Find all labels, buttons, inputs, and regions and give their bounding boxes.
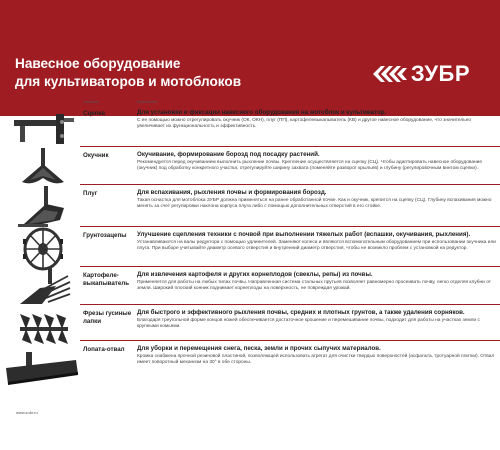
equipment-description: Применяется для работы на любых типах почвы. Направленная система стальных прутьев позволяет равномерно просеивать почву, легко отделяя клубни от земли. Широкий плоский конник поднимает корнеплоды на поверхность, не повреждая урожай.: [137, 280, 491, 292]
row-divider: [80, 104, 500, 105]
column-header-name: Название: [83, 100, 99, 104]
row-divider: [80, 184, 500, 185]
equipment-name: Грунтозацепы: [83, 232, 127, 239]
blade-illustration-icon: [4, 348, 80, 388]
equipment-name: Фрезы гусиные лапки: [83, 310, 132, 325]
equipment-purpose-title: Для установки и фиксации навесного оборудования на мотоблок и культиватор.: [137, 109, 387, 116]
row-divider: [80, 266, 500, 267]
equipment-purpose-title: Для быстрого и эффективного рыхления почвы, средних и плотных грунтов, а также удаления сорняков.: [137, 309, 465, 316]
equipment-purpose-title: Улучшение сцепления техники с почвой при выполнении тяжелых работ (вспашки, окучивания, рыхления).: [137, 231, 471, 238]
column-header-purpose: Применение: [137, 100, 158, 104]
equipment-name: Картофеле-выкапыватель: [83, 272, 130, 287]
equipment-name: Лопата-отвал: [83, 346, 125, 353]
equipment-name: Плуг: [83, 190, 98, 197]
equipment-description: Кромка снабжена прочной резиновой пластиной, позволяющей использовать агрегат для очистки твердых поверхностей (асфальта, тротуарной плитки). Отвал имеет поворотный механизм на 30° в обе стороны.: [137, 354, 495, 366]
equipment-description: С ее помощью можно отрегулировать окучник (ОК, ОКН), плуг (ПП), картофелевыкапыватель (КВ) и другое навесное оборудование, что значительно увеличивает их функциональность и эффективность.: [137, 118, 472, 130]
equipment-description: Благодаря треугольной форме концов ножей обеспечивается достаточное крошение и перемешивание почвы, подходит для работы на участках земли с крупными комьями.: [137, 318, 480, 330]
plow-illustration-icon: [14, 186, 72, 228]
row-divider: [80, 304, 500, 305]
bison-logo-icon: [373, 64, 407, 84]
equipment-purpose-title: Для извлечения картофеля и других корнеплодов (свеклы, репы) из почвы.: [137, 271, 373, 278]
page-title: [15, 55, 241, 91]
equipment-name: Окучник: [83, 152, 109, 159]
equipment-purpose-title: Для вспахивания, рыхления почвы и формирования борозд.: [137, 189, 327, 196]
equipment-description: Такая оснастка для мотоблока ЗУБР должна применяться на ранее обработанной почве. Как и окучник, крепится на сцепку (СЦ). Глубину вспахивания можно менять за счет регулировки наклона корпуса плуга либо с помощью дополнительных отверстий в его стойке.: [137, 198, 492, 210]
brand-logo-text: ЗУБР: [410, 61, 470, 86]
hiller-illustration-icon: [16, 148, 70, 188]
brand-logo: [373, 63, 470, 85]
equipment-purpose-title: Для уборки и перемещения снега, песка, земли и прочих сыпучих материалов.: [137, 345, 381, 352]
equipment-description: Рекомендуется перед окучиванием выполнить рыхление почвы. Крепление осуществляется на сцепку (СЦ). Чтобы адаптировать навесное оборудование (окучник) под обработку конкретного участка, отрегулируйте ширину захвата (поменяйте разворот крыльев) и глубину (регулировочным винтом сцепки).: [137, 160, 483, 172]
rotary-tiller-illustration-icon: [16, 308, 72, 350]
equipment-name: Сцепка: [83, 110, 105, 117]
row-divider: [80, 226, 500, 227]
equipment-purpose-title: Окучивание, формирование борозд под посадку растений.: [137, 151, 320, 158]
equipment-description: Устанавливаются на валы редуктора с помощью удлинителей. Заменяют колеса и являются вспомогательным оборудованием при использовании окучника или плуга. При выборе учитывайте диаметр осевого отверстия и внутренний диаметр отверстия, чтобы не возникло проблем с установкой на редуктор.: [137, 240, 496, 252]
row-divider: [80, 340, 500, 341]
hitch-illustration-icon: [10, 112, 76, 148]
lug-wheel-illustration-icon: [16, 226, 70, 272]
page-title-line-1: Навесное оборудование: [15, 56, 181, 71]
header-banner: [0, 0, 500, 116]
footer-website-link[interactable]: www.zubr.ru: [16, 410, 38, 415]
page-title-line-2: для культиваторов и мотоблоков: [15, 74, 242, 89]
potato-digger-illustration-icon: [12, 268, 74, 308]
row-divider: [80, 146, 500, 147]
